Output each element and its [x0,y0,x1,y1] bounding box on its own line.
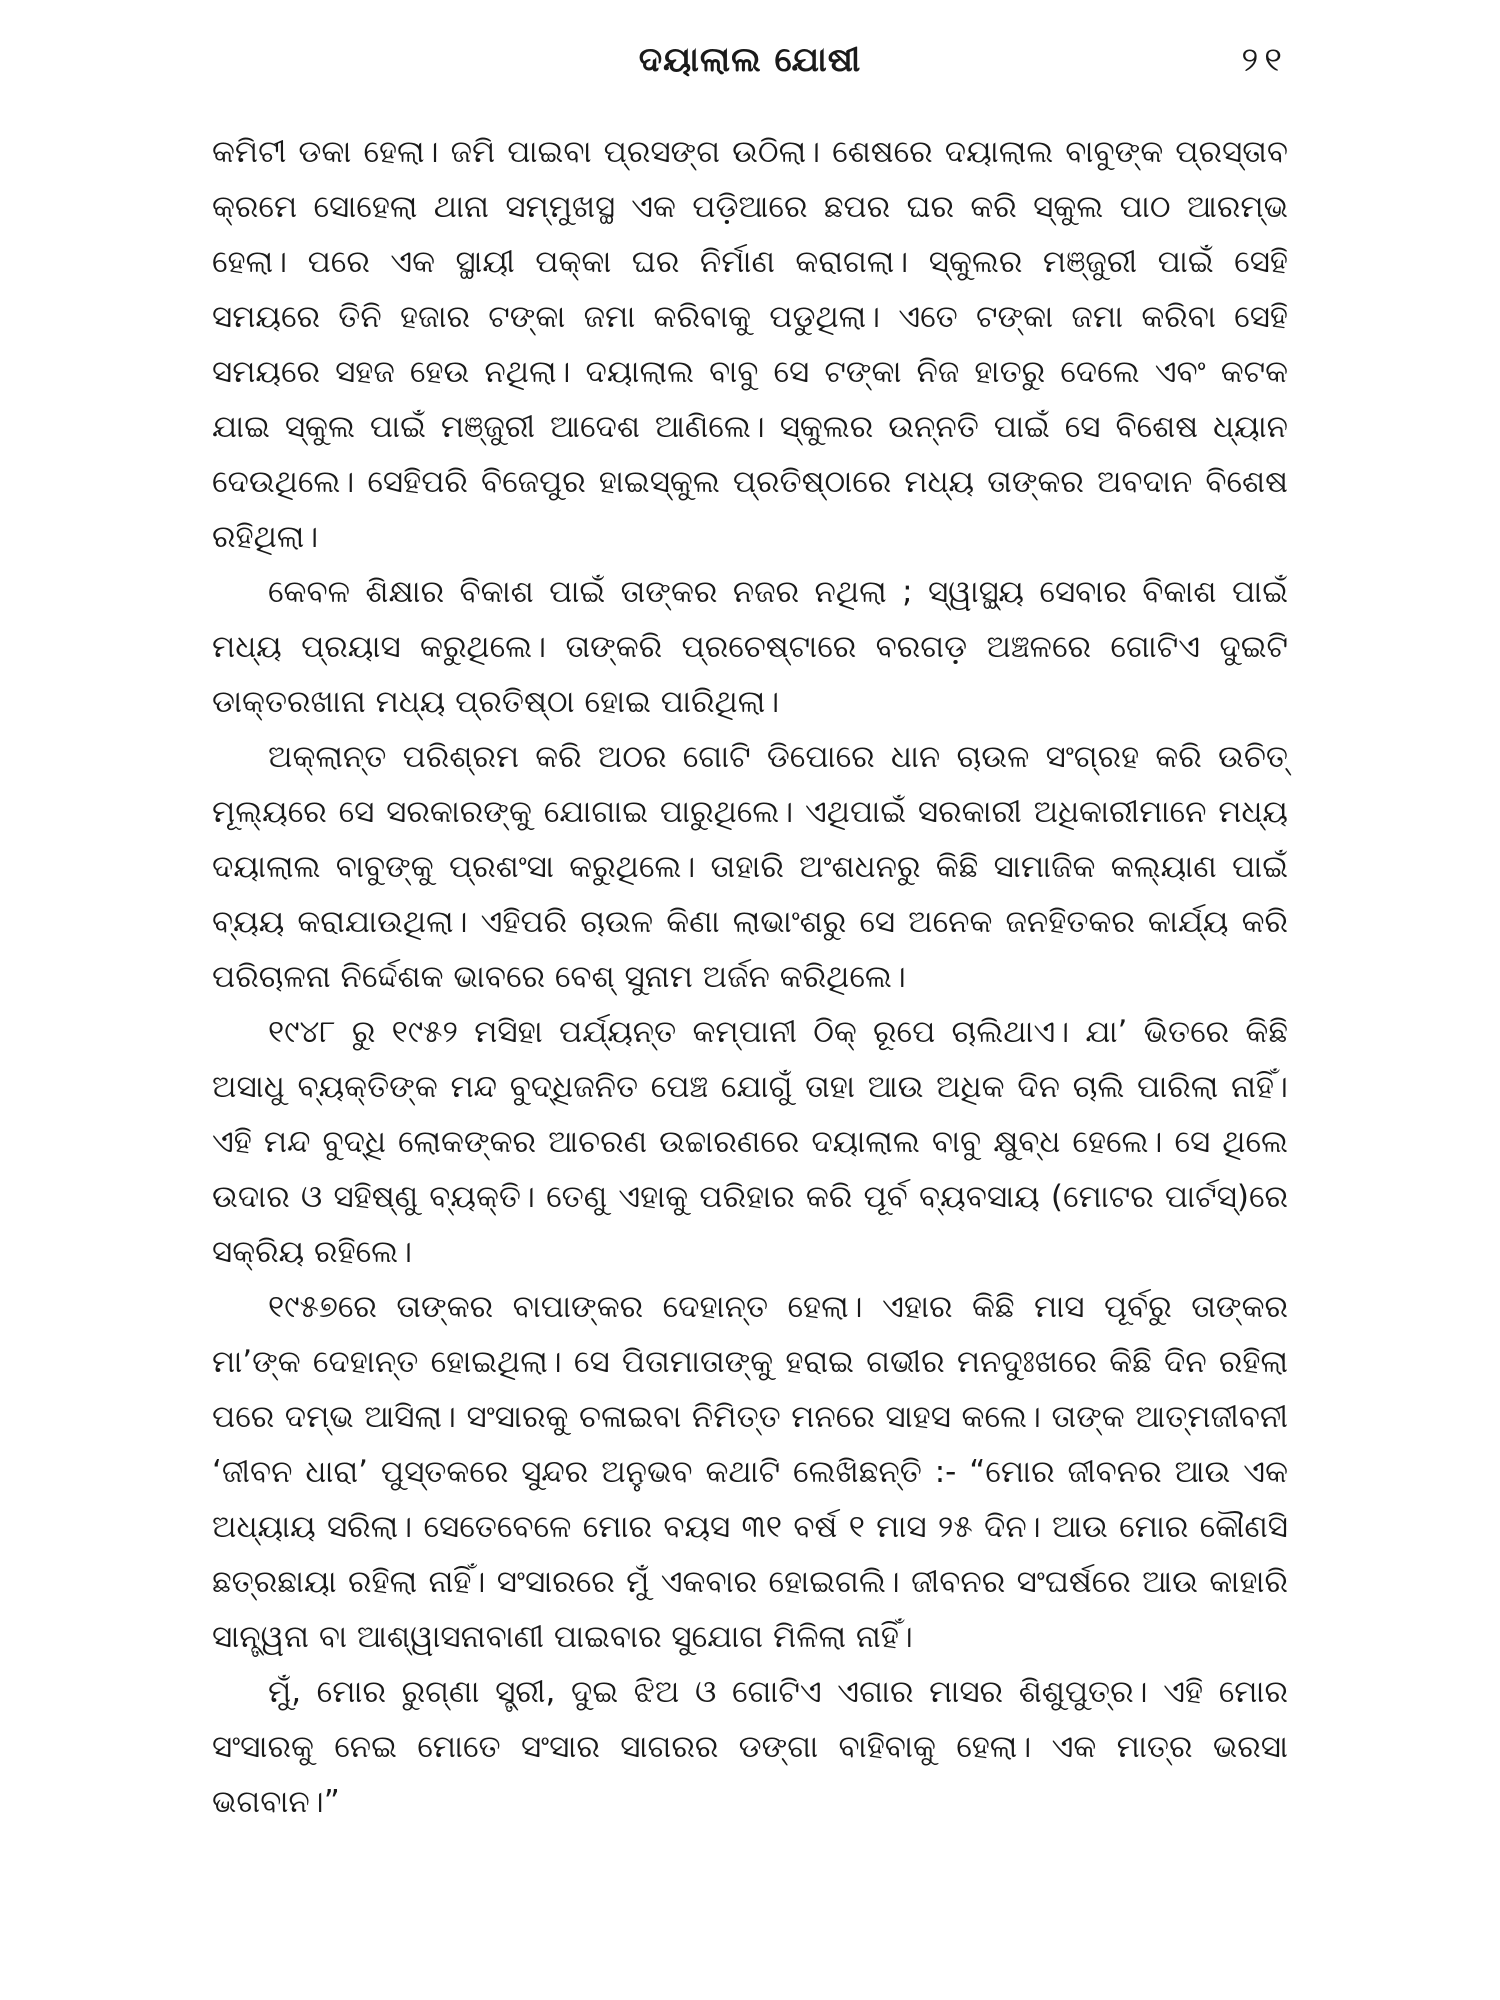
page-number: ୨୧ [1241,40,1288,80]
page-header-title: ଦୟାଲାଲ ଯୋଷୀ [638,40,862,80]
paragraph-health-services: କେବଳ ଶିକ୍ଷାର ବିକାଶ ପାଇଁ ତାଙ୍କର ନଜର ନଥିଲା ; ସ୍ୱାସ୍ଥ୍ୟ ସେବାର ବିକାଶ ପାଇଁ ମଧ୍ୟ ପ୍ରୟାସ କରୁଥିଲେ। ତାଙ୍କରି ପ୍ରଚେଷ୍ଟାରେ ବରଗଡ଼ ଅଞ୍ଚଳରେ ଗୋଟିଏ ଦୁଇଟି ଡାକ୍ତରଖାନା ମଧ୍ୟ ପ୍ରତିଷ୍ଠା ହୋଇ ପାରିଥିଲା। [212,574,1288,720]
paragraph-company-years: ୧୯୪୮ ରୁ ୧୯୫୨ ମସିହା ପର୍ଯ୍ୟନ୍ତ କମ୍ପାନୀ ଠିକ୍ ରୂପେ ଚାଲିଥାଏ। ଯା’ ଭିତରେ କିଛି ଅସାଧୁ ବ୍ୟକ୍ତିଙ୍କ ମନ୍ଦ ବୁଦ୍ଧିଜନିତ ପେଞ୍ଚ ଯୋଗୁଁ ତାହା ଆଉ ଅଧିକ ଦିନ ଚାଲି ପାରିଲା ନାହିଁ। ଏହି ମନ୍ଦ ବୁଦ୍ଧି ଲୋକଙ୍କର ଆଚରଣ ଉଚ୍ଚାରଣରେ ଦୟାଲାଲ ବାବୁ କ୍ଷୁବ୍ଧ ହେଲେ। ସେ ଥିଲେ ଉଦାର ଓ ସହିଷ୍ଣୁ ବ୍ୟକ୍ତି। ତେଣୁ ଏହାକୁ ପରିହାର କରି ପୂର୍ବ ବ୍ୟବସାୟ (ମୋଟର ପାର୍ଟସ୍)ରେ ସକ୍ରିୟ ରହିଲେ। [212,1014,1288,1270]
paragraph-rice-procurement: ଅକ୍ଲାନ୍ତ ପରିଶ୍ରମ କରି ଅଠର ଗୋଟି ଡିପୋରେ ଧାନ ଚାଉଳ ସଂଗ୍ରହ କରି ଉଚିତ୍ ମୂଲ୍ୟରେ ସେ ସରକାରଙ୍କୁ ଯୋଗାଇ ପାରୁଥିଲେ। ଏଥିପାଇଁ ସରକାରୀ ଅଧିକାରୀମାନେ ମଧ୍ୟ ଦୟାଲାଲ ବାବୁଙ୍କୁ ପ୍ରଶଂସା କରୁଥିଲେ। ତାହାରି ଅଂଶଧନରୁ କିଛି ସାମାଜିକ କଲ୍ୟାଣ ପାଇଁ ବ୍ୟୟ କରାଯାଉଥିଲା। ଏହିପରି ଚାଉଳ କିଣା ଲାଭାଂଶରୁ ସେ ଅନେକ ଜନହିତକର କାର୍ଯ୍ୟ କରି ପରିଚାଳନା ନିର୍ଦ୍ଦେଶକ ଭାବରେ ବେଶ୍ ସୁନାମ ଅର୍ଜନ କରିଥିଲେ। [212,739,1288,995]
paragraph-continuation: କମିଟୀ ଡକା ହେଲା। ଜମି ପାଇବା ପ୍ରସଙ୍ଗ ଉଠିଲା। ଶେଷରେ ଦୟାଲାଲ ବାବୁଙ୍କ ପ୍ରସ୍ତାବ କ୍ରମେ ସୋହେଲା ଥାନା ସମ୍ମୁଖସ୍ଥ ଏକ ପଡ଼ିଆରେ ଛପର ଘର କରି ସ୍କୁଲ ପାଠ ଆରମ୍ଭ ହେଲା। ପରେ ଏକ ସ୍ଥାୟୀ ପକ୍କା ଘର ନିର୍ମାଣ କରାଗଲା। ସ୍କୁଲର ମଞ୍ଜୁରୀ ପାଇଁ ସେହି ସମୟରେ ତିନି ହଜାର ଟଙ୍କା ଜମା କରିବାକୁ ପଡୁଥିଲା। ଏତେ ଟଙ୍କା ଜମା କରିବା ସେହି ସମୟରେ ସହଜ ହେଉ ନଥିଲା। ଦୟାଲାଲ ବାବୁ ସେ ଟଙ୍କା ନିଜ ହାତରୁ ଦେଲେ ଏବଂ କଟକ ଯାଇ ସ୍କୁଲ ପାଇଁ ମଞ୍ଜୁରୀ ଆଦେଶ ଆଣିଲେ। ସ୍କୁଲର ଉନ୍ନତି ପାଇଁ ସେ ବିଶେଷ ଧ୍ୟାନ ଦେଉଥିଲେ। ସେହିପରି ବିଜେପୁର ହାଇସ୍କୁଲ ପ୍ରତିଷ୍ଠାରେ ମଧ୍ୟ ତାଙ୍କର ଅବଦାନ ବିଶେଷ ରହିଥିଲା। [212,134,1288,555]
paragraph-family-quote: ମୁଁ, ମୋର ରୁଗ୍ଣା ସ୍ତ୍ରୀ, ଦୁଇ ଝିଅ ଓ ଗୋଟିଏ ଏଗାର ମାସର ଶିଶୁପୁତ୍ର। ଏହି ମୋର ସଂସାରକୁ ନେଇ ମୋତେ ସଂସାର ସାଗରର ଡଙ୍ଗା ବାହିବାକୁ ହେଲା। ଏକ ମାତ୍ର ଭରସା ଭଗବାନ।” [212,1674,1288,1820]
running-header [212,30,1288,90]
paragraph-parents-demise: ୧୯୫୭ରେ ତାଙ୍କର ବାପାଙ୍କର ଦେହାନ୍ତ ହେଲା। ଏହାର କିଛି ମାସ ପୂର୍ବରୁ ତାଙ୍କର ମା’ଙ୍କ ଦେହାନ୍ତ ହୋଇଥିଲା। ସେ ପିତାମାତାଙ୍କୁ ହରାଇ ଗଭୀର ମନଦୁଃଖରେ କିଛି ଦିନ ରହିଲା ପରେ ଦମ୍ଭ ଆସିଲା। ସଂସାରକୁ ଚଳାଇବା ନିମିତ୍ତ ମନରେ ସାହସ କଲେ। ତାଙ୍କ ଆତ୍ମଜୀବନୀ ‘ଜୀବନ ଧାରା’ ପୁସ୍ତକରେ ସୁନ୍ଦର ଅନୁଭବ କଥାଟି ଲେଖିଛନ୍ତି :- “ମୋର ଜୀବନର ଆଉ ଏକ ଅଧ୍ୟାୟ ସରିଲା। ସେତେବେଳେ ମୋର ବୟସ ୩୧ ବର୍ଷ ୧ ମାସ ୨୫ ଦିନ। ଆଉ ମୋର କୌଣସି ଛତ୍ରଛାୟା ରହିଲା ନାହିଁ। ସଂସାରରେ ମୁଁ ଏକବାର ହୋଇଗଲି। ଜୀବନର ସଂଘର୍ଷରେ ଆଉ କାହାରି ସାନ୍ତ୍ୱନା ବା ଆଶ୍ୱାସନାବାଣୀ ପାଇବାର ସୁଯୋଗ ମିଳିଲା ନାହିଁ। [212,1289,1288,1655]
body-text [212,125,1288,1830]
